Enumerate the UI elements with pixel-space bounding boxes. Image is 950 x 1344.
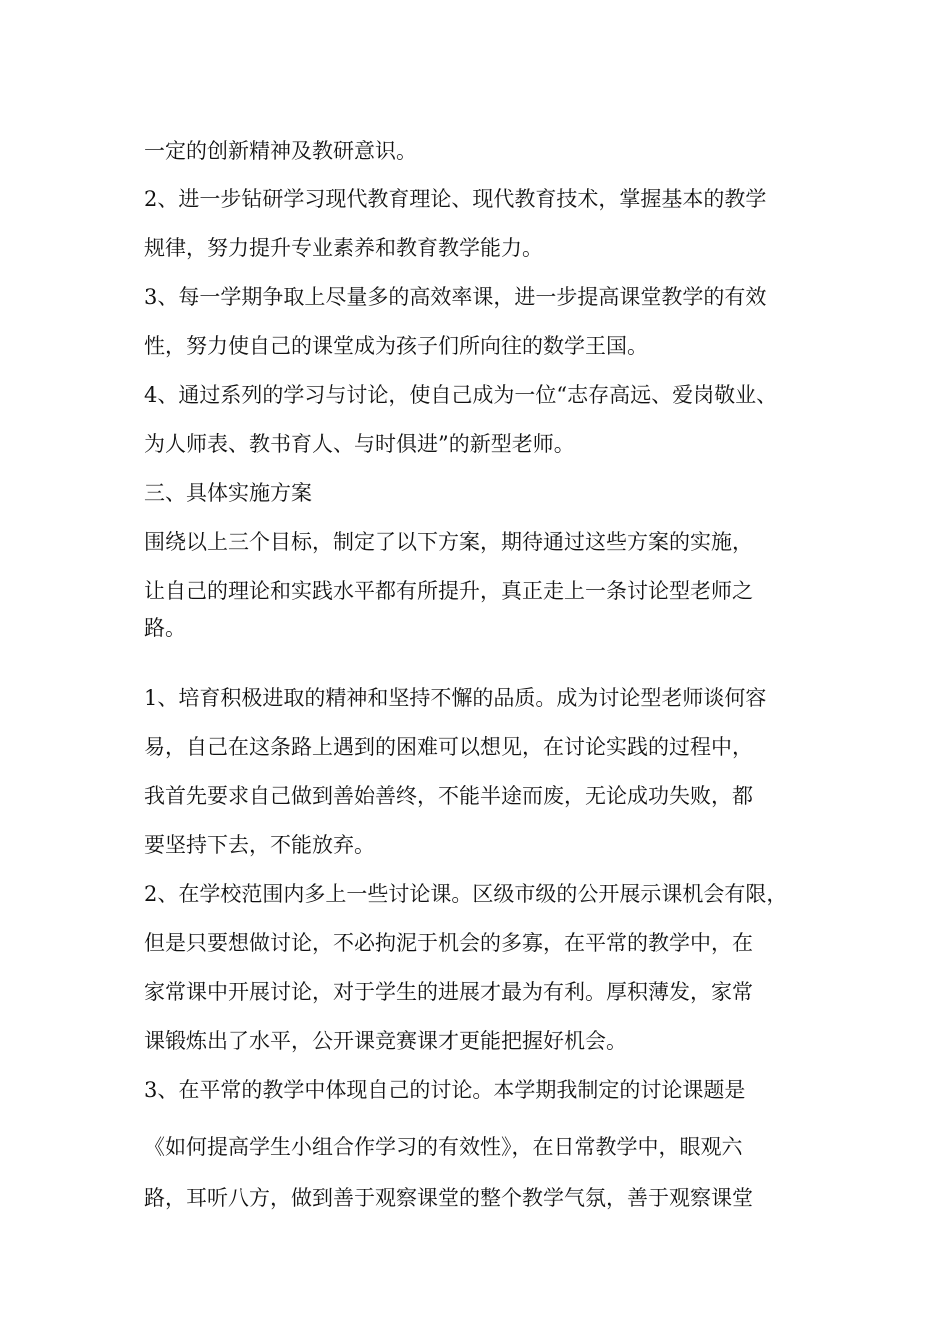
text-line: 2、在学校范围内多上一些讨论课。区级市级的公开展示课机会有限， [144, 882, 788, 906]
section-heading: 三、具体实施方案 [144, 481, 312, 505]
text-line: 为人师表、教书育人、与时俱进”的新型老师。 [144, 432, 575, 456]
text-line: 易，自己在这条路上遇到的困难可以想见，在讨论实践的过程中， [144, 735, 753, 759]
text-line: 规律，努力提升专业素养和教育教学能力。 [144, 236, 543, 260]
text-line: 让自己的理论和实践水平都有所提升，真正走上一条讨论型老师之 [144, 579, 753, 603]
text-line: 家常课中开展讨论，对于学生的进展才最为有利。厚积薄发，家常 [144, 980, 753, 1004]
text-line: 课锻炼出了水平，公开课竞赛课才更能把握好机会。 [144, 1029, 627, 1053]
text-line: 2、进一步钻研学习现代教育理论、现代教育技术，掌握基本的教学 [144, 187, 767, 211]
text-line: 《如何提高学生小组合作学习的有效性》，在日常教学中，眼观六 [144, 1135, 743, 1159]
text-line: 但是只要想做讨论，不必拘泥于机会的多寡，在平常的教学中，在 [144, 931, 753, 955]
text-line: 性，努力使自己的课堂成为孩子们所向往的数学王国。 [144, 334, 648, 358]
text-line: 3、在平常的教学中体现自己的讨论。本学期我制定的讨论课题是 [144, 1078, 746, 1102]
text-line: 4、通过系列的学习与讨论，使自己成为一位“志存高远、爱岗敬业、 [144, 383, 778, 407]
text-line: 要坚持下去，不能放弃。 [144, 833, 375, 857]
text-line: 3、每一学期争取上尽量多的高效率课，进一步提高课堂教学的有效 [144, 285, 767, 309]
text-line: 一定的创新精神及教研意识。 [144, 139, 417, 163]
text-line: 我首先要求自己做到善始善终，不能半途而废，无论成功失败，都 [144, 784, 753, 808]
text-line: 围绕以上三个目标，制定了以下方案，期待通过这些方案的实施， [144, 530, 753, 554]
text-line: 路，耳听八方，做到善于观察课堂的整个教学气氛，善于观察课堂 [144, 1186, 753, 1210]
text-line: 1、培育积极进取的精神和坚持不懈的品质。成为讨论型老师谈何容 [144, 686, 767, 710]
text-line: 路。 [144, 616, 186, 640]
